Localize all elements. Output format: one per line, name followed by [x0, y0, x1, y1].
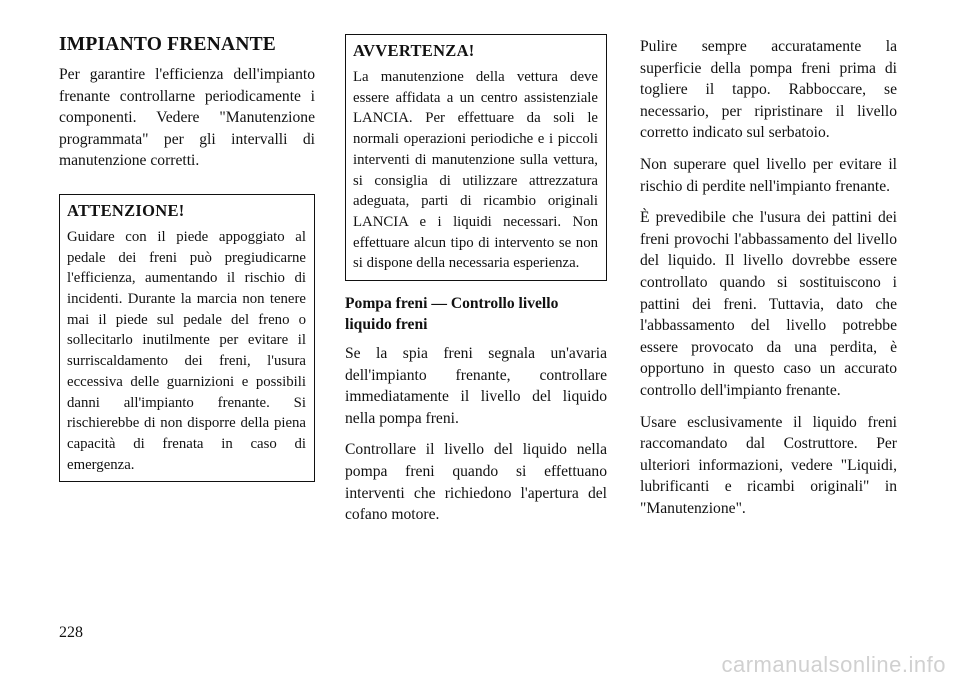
warning-box: [345, 34, 607, 281]
intro-paragraph: Per garantire l'efficienza dell'impianto frenante controllarne periodicamente i componenti. Vedere "Manutenzione programmata" per gli intervalli di manutenzione corretti.: [59, 66, 315, 170]
page-number: 228: [59, 624, 83, 641]
column-middle: [345, 34, 607, 536]
body-paragraph: Controllare il livello del liquido nella pompa freni quando si effettuano interventi che richiedono l'apertura del cofano motore.: [345, 441, 607, 524]
body-paragraph: Pulire sempre accuratamente la superficie della pompa freni prima di togliere il tappo. Rabboccare, se necessario, per ripristinare il livello corretto indicato sul serbatoio.: [640, 38, 897, 142]
body-paragraph: È prevedibile che l'usura dei pattini dei freni provochi l'abbassamento del livello del liquido. Il livello dovrebbe essere controllato quando si sostituiscono i pattini dei freni. Tuttavia, dato che l'abbassamento del livello potrebbe essere provocato da una perdita, è opportuno in questo caso un accurato controllo dell'impianto frenante.: [640, 209, 897, 399]
body-paragraph: Se la spia freni segnala un'avaria dell'impianto frenante, controllare immediatamente il livello del liquido nella pompa freni.: [345, 345, 607, 427]
column-left: [59, 34, 315, 482]
subsection-title: Pompa freni — Controllo livello liquido freni: [345, 295, 559, 334]
column-right: [640, 36, 897, 529]
section-title: IMPIANTO FRENANTE: [59, 34, 277, 55]
warning-text: La manutenzione della vettura deve essere affidata a un centro assistenziale LANCIA. Per effettuare da soli le normali operazioni periodiche e i piccoli interventi di manutenzione sulla vettura, si consiglia di utilizzare attrezzatura adeguata, parti di ricambio originali LANCIA e i liquidi necessari. Non effettuare alcun tipo di intervento se non si dispone della necessaria esperienza.: [353, 69, 598, 272]
body-paragraph: Non superare quel livello per evitare il rischio di perdite nell'impianto frenante.: [640, 155, 897, 195]
caution-box: [59, 194, 315, 482]
caution-heading: ATTENZIONE!: [67, 200, 185, 220]
warning-heading: AVVERTENZA!: [353, 41, 475, 60]
watermark: carmanualsonline.info: [721, 652, 946, 677]
body-paragraph: Usare esclusivamente il liquido freni raccomandato dal Costruttore. Per ulteriori informazioni, vedere "Liquidi, lubrificanti e ricambi originali" in "Manutenzione".: [640, 413, 897, 517]
caution-text: Guidare con il piede appoggiato al pedale dei freni può pregiudicarne l'efficienza, aumentando il rischio di incidenti. Durante la marcia non tenere mai il piede sul pedale del freno o sollecitarlo inutilmente per evitare il surriscaldamento dei freni, l'usura eccessiva delle guarnizioni e possibili danni all'impianto frenante. Si rischierebbe di non disporre della piena capacità di frenata in caso di emergenza.: [67, 228, 306, 473]
